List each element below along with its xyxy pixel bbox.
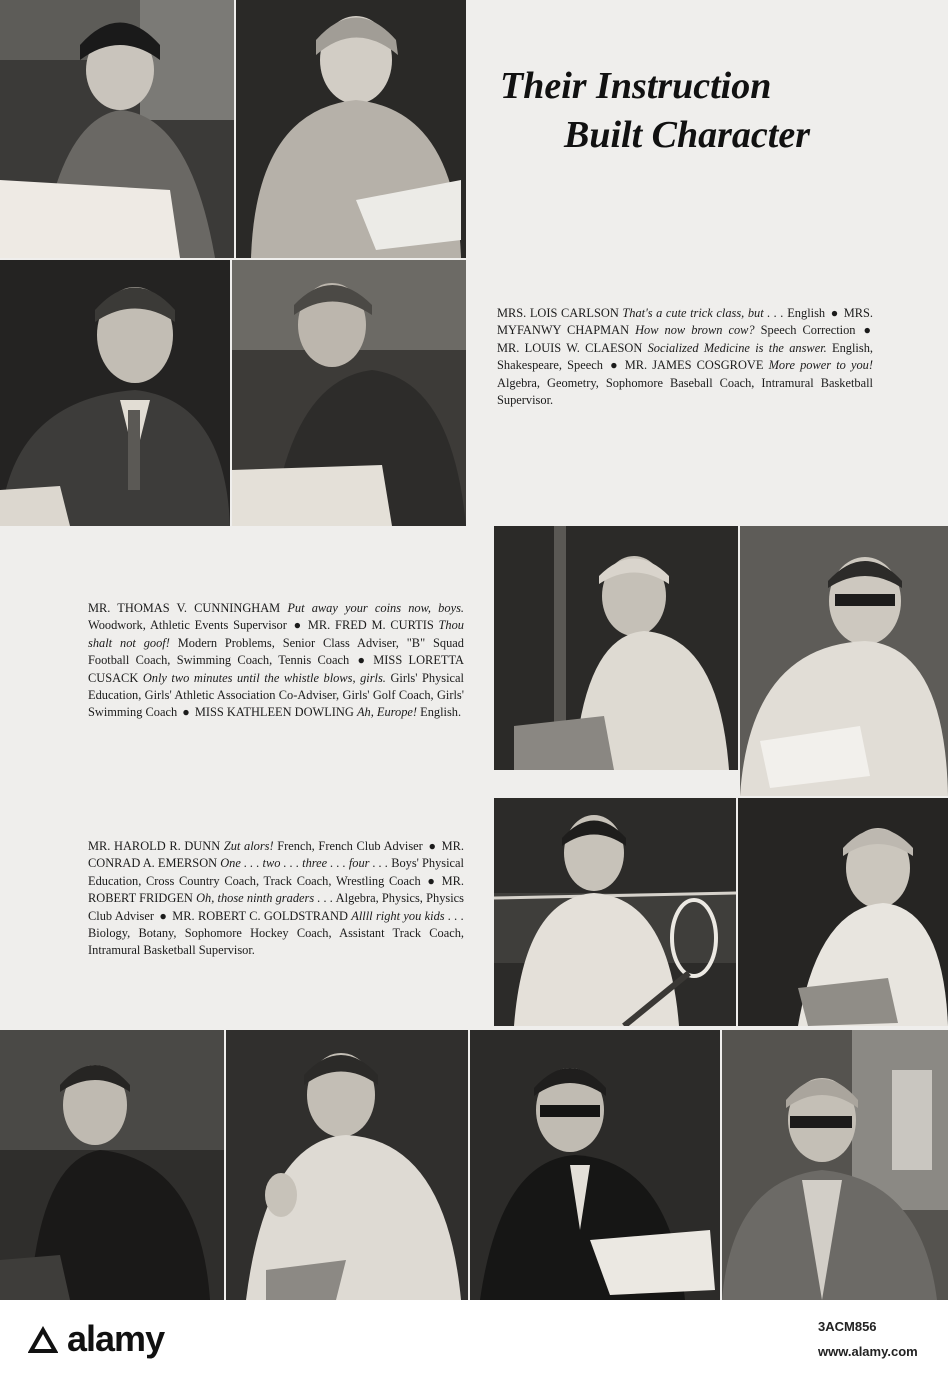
bullet-separator: ● <box>610 358 618 373</box>
caption-quote: That's a cute trick class, but . . . <box>622 306 784 320</box>
caption-text: MRS. MYFANWY CHAPMAN <box>497 306 874 338</box>
caption-quote: Socialized Medicine is the answer. <box>647 340 827 355</box>
caption-text: Modern Problems, Senior Class Adviser, "B" Squad Football Coach, Swimming Coach, Tennis Coach <box>88 635 465 668</box>
caption-quote: Thou shalt not goof! <box>88 618 464 650</box>
bullet-separator: ● <box>863 323 871 338</box>
photo-carlson <box>0 0 234 258</box>
photo-cosgrove <box>232 260 466 526</box>
caption-text: Algebra, Physics, Physics Club Adviser <box>88 891 464 923</box>
bullet-separator: ● <box>830 306 839 320</box>
caption-text: MR. HAROLD R. DUNN <box>88 839 224 853</box>
photo-dunn <box>0 1030 224 1300</box>
caption-text: MR. ROBERT C. GOLDSTRAND <box>168 908 352 923</box>
watermark-brand <box>26 1318 164 1360</box>
caption-text: MR. ROBERT FRIDGEN <box>88 873 464 906</box>
caption-quote: Put away your coins now, boys. <box>287 601 464 615</box>
caption-text: MR. LOUIS W. CLAESON <box>497 340 648 355</box>
bullet-separator: ● <box>293 618 302 633</box>
photo-fridgen <box>470 1030 720 1300</box>
photo-goldstrand <box>722 1030 948 1300</box>
caption-text: Speech Correction <box>754 323 862 338</box>
caption-text: Algebra, Geometry, Sophomore Baseball Coach, Intramural Basketball Supervisor. <box>497 375 873 408</box>
bullet-separator: ● <box>159 908 167 923</box>
caption-text: Boys' Physical Education, Cross Country Coach, Track Coach, Wrestling Coach <box>88 856 464 888</box>
photo-chapman <box>236 0 466 258</box>
caption-block-1 <box>497 305 873 409</box>
photo-claeson <box>0 260 230 526</box>
caption-quote: How now brown cow? <box>635 323 755 338</box>
caption-block-2 <box>88 600 464 722</box>
title-line-2: Built Character <box>564 114 810 157</box>
caption-text: MR. CONRAD A. EMERSON <box>88 839 464 871</box>
caption-quote: Zut alors! <box>223 839 274 853</box>
caption-quote: Oh, those ninth graders . . . <box>196 891 334 906</box>
caption-block-3 <box>88 838 464 960</box>
bullet-separator: ● <box>357 653 365 668</box>
photo-dowling <box>738 798 948 1026</box>
caption-text: MRS. LOIS CARLSON <box>497 306 623 320</box>
photo-cunningham <box>494 526 738 770</box>
caption-quote: Only two minutes until the whistle blows, girls. <box>142 670 386 685</box>
caption-text: Woodwork, Athletic Events Supervisor <box>88 618 292 633</box>
bullet-separator: ● <box>427 873 435 888</box>
caption-text: MISS LORETTA CUSACK <box>88 653 464 685</box>
caption-quote: More power to you! <box>768 358 873 373</box>
caption-text: Girls' Physical Education, Girls' Athletic Association Co-Adviser, Girls' Golf Coach, Girls' Swimming Coach <box>88 670 464 720</box>
caption-text: English <box>783 306 829 320</box>
watermark-brand-text: alamy <box>67 1318 165 1359</box>
bullet-separator: ● <box>182 705 190 720</box>
caption-text: MR. FRED M. CURTIS <box>303 618 439 633</box>
photo-curtis <box>740 526 948 796</box>
caption-quote: One . . . two . . . three . . . four . . . <box>220 856 389 871</box>
caption-text: Biology, Botany, Sophomore Hockey Coach, Assistant Track Coach, Intramural Basketball Supervisor. <box>88 926 464 958</box>
title-line-1: Their Instruction <box>500 65 772 107</box>
watermark-url: www.alamy.com <box>818 1344 918 1359</box>
photo-cusack <box>494 798 736 1026</box>
caption-text: English. <box>417 705 462 720</box>
caption-text: English, Shakespeare, Speech <box>497 340 873 373</box>
watermark-image-id: 3ACM856 <box>818 1319 877 1334</box>
page-title <box>500 62 920 161</box>
caption-text: MISS KATHLEEN DOWLING <box>191 705 357 720</box>
bullet-separator: ● <box>428 839 436 853</box>
caption-text: French, French Club Adviser <box>273 839 427 853</box>
caption-text: MR. THOMAS V. CUNNINGHAM <box>88 601 288 615</box>
photo-emerson <box>226 1030 468 1300</box>
caption-text: MR. JAMES COSGROVE <box>619 358 769 373</box>
caption-quote: Ah, Europe! <box>356 705 418 720</box>
alamy-logo-icon <box>28 1326 58 1356</box>
caption-quote: Allll right you kids . . . <box>351 908 464 923</box>
